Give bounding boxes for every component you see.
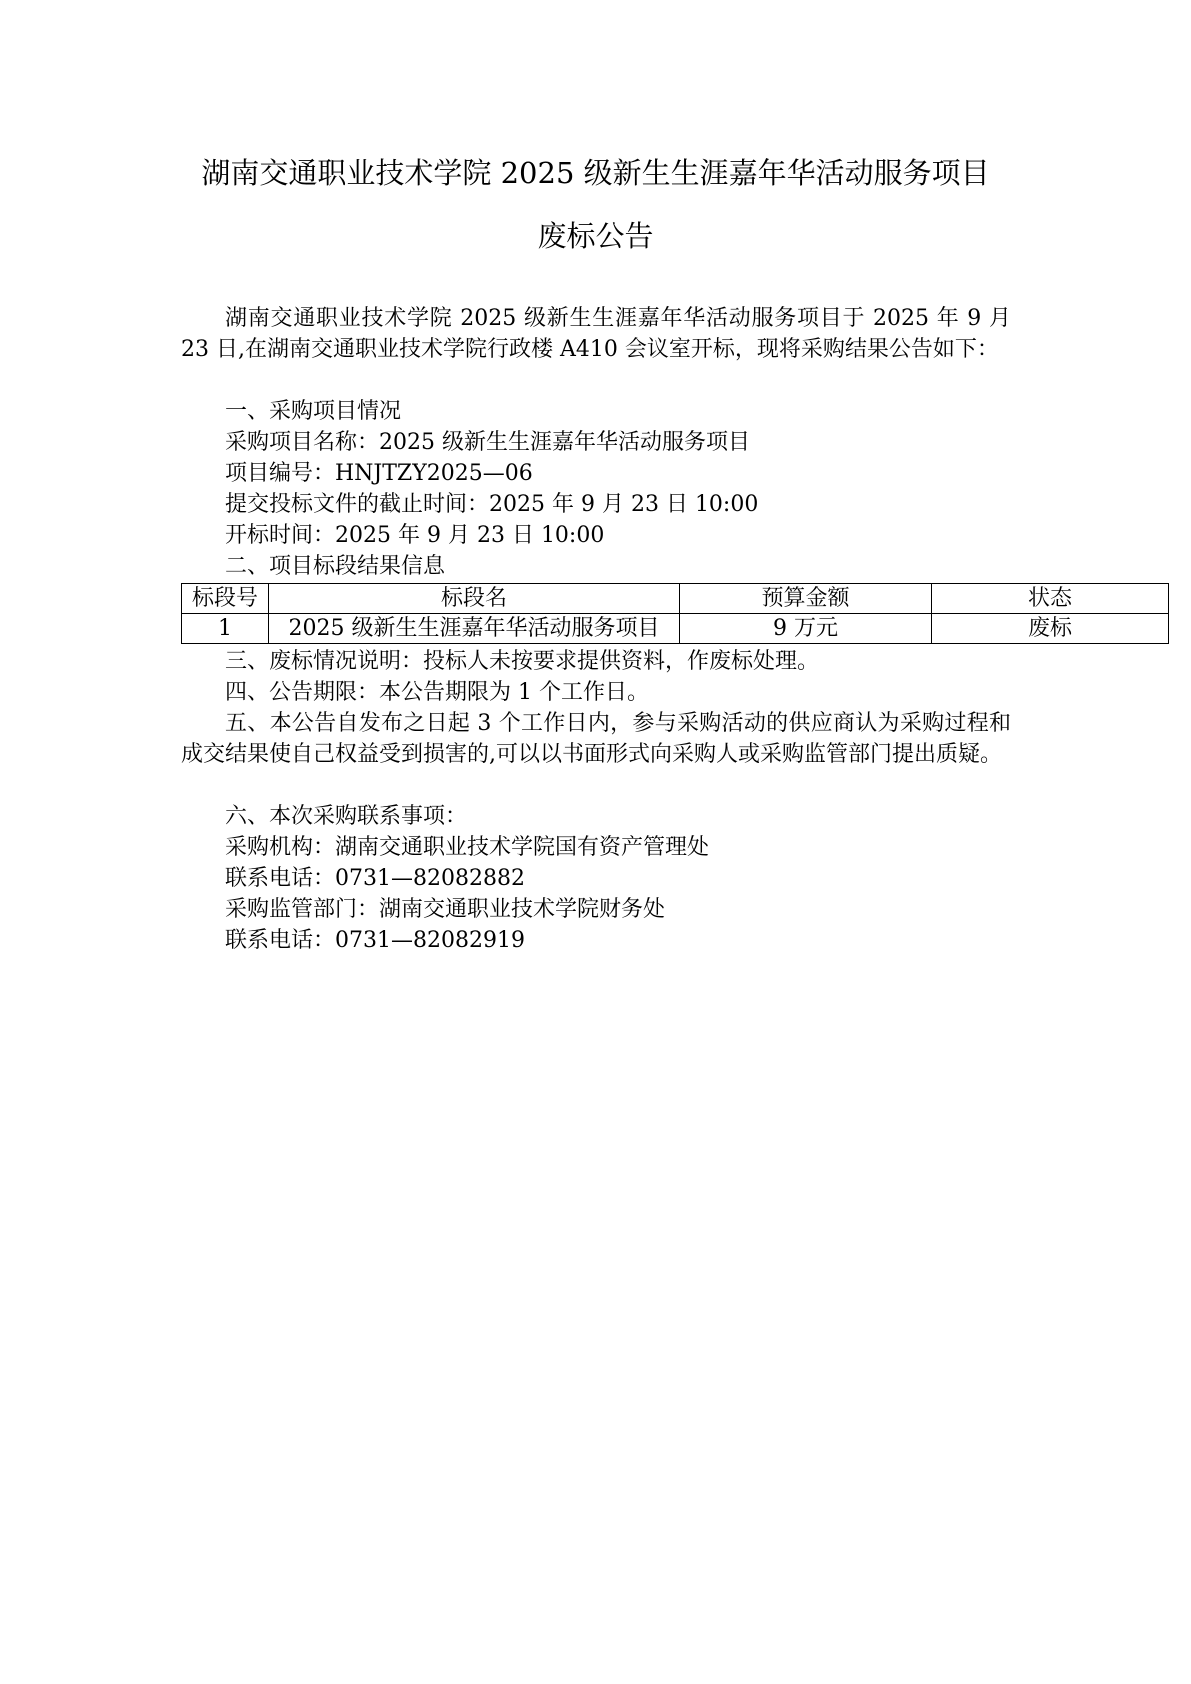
document-subtitle: 废标公告 [537,219,654,253]
table-header-cell: 标段名 [269,584,680,614]
table-header-row [182,584,1169,614]
document-title: 湖南交通职业技术学院 2025 级新生生涯嘉年华活动服务项目 [201,156,990,190]
table-row [182,614,1169,644]
table-cell: 2025 级新生生涯嘉年华活动服务项目 [269,614,680,644]
table-header-cell: 预算金额 [680,584,932,614]
bid-deadline: 提交投标文件的截止时间：2025 年 9 月 23 日 10:00 [225,492,759,517]
agency-phone: 联系电话：0731—82082882 [225,866,525,891]
project-number: 项目编号：HNJTZY2025—06 [225,461,533,486]
table-cell: 9 万元 [680,614,932,644]
table-cell: 废标 [932,614,1169,644]
table-header-cell: 状态 [932,584,1169,614]
intro-paragraph: 湖南交通职业技术学院 2025 级新生生涯嘉年华活动服务项目于 2025 年 9 月 23 日,在湖南交通职业技术学院行政楼 A410 会议室开标，现将采购结果公告如下： [181,306,1011,362]
table-cell: 1 [182,614,269,644]
supervisor-department: 采购监管部门：湖南交通职业技术学院财务处 [225,897,666,922]
supervisor-phone: 联系电话：0731—82082919 [225,928,525,953]
section1-heading: 一、采购项目情况 [225,399,402,424]
project-name: 采购项目名称：2025 级新生生涯嘉年华活动服务项目 [225,430,750,455]
section5-paragraph: 五、本公告自发布之日起 3 个工作日内，参与采购活动的供应商认为采购过程和成交结果使自己权益受到损害的,可以以书面形式向采购人或采购监管部门提出质疑。 [181,711,1011,767]
section4-text: 四、公告期限：本公告期限为 1 个工作日。 [225,680,649,705]
section2-heading: 二、项目标段结果信息 [225,554,446,579]
results-table [181,583,1169,644]
table-header-cell: 标段号 [182,584,269,614]
section6-heading: 六、本次采购联系事项： [225,804,468,829]
opening-time: 开标时间：2025 年 9 月 23 日 10:00 [225,523,605,548]
section3-text: 三、废标情况说明：投标人未按要求提供资料，作废标处理。 [225,649,820,674]
procurement-agency: 采购机构：湖南交通职业技术学院国有资产管理处 [225,835,710,860]
